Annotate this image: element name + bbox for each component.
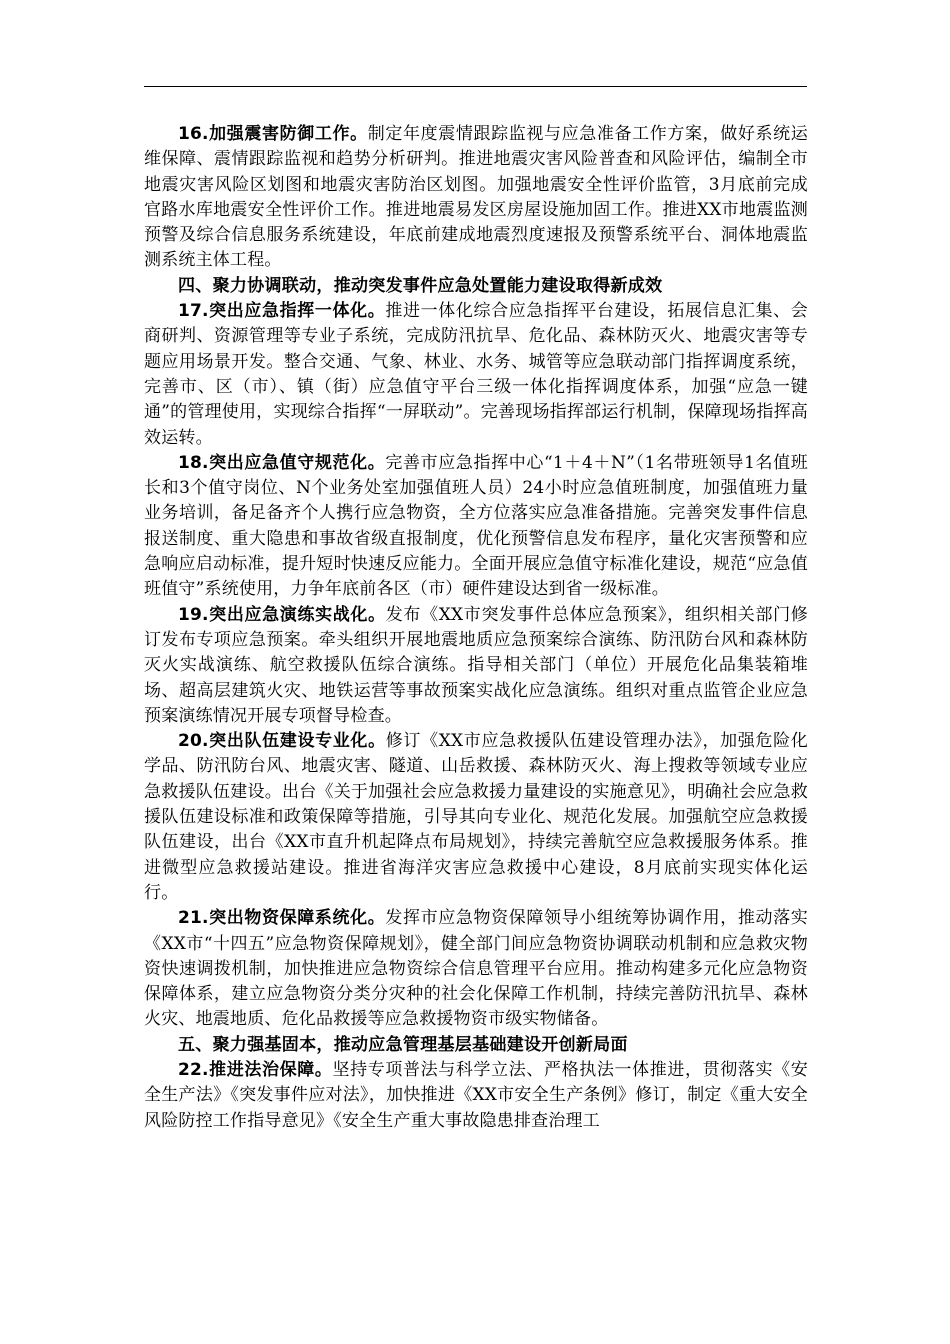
paragraph-lead: 19.突出应急演练实战化。: [178, 604, 386, 625]
document-body: [144, 122, 808, 1134]
paragraph-text: 制定年度震情跟踪监视与应急准备工作方案，做好系统运维保障、震情跟踪监视和趋势分析研判。推进地震灾害风险普查和风险评估，编制全市地震灾害风险区划图和地震灾害防治区划图。加强地震安全性评价监管，3月底前完成官路水库地震安全性评价工作。推进地震易发区房屋设施加固工作。推进XX市地震监测预警及综合信息服务系统建设，年底前建成地震烈度速报及预警系统平台、洞体地震监测系统主体工程。: [144, 124, 809, 271]
paragraph-lead: 21.突出物资保障系统化。: [178, 908, 386, 929]
paragraph-text: 坚持专项普法与科学立法、严格执法一体推进，贯彻落实《安全生产法》《突发事件应对法》，加快推进《XX市安全生产条例》修订，制定《重大安全风险防控工作指导意见》《安全生产重大事故隐患排查治理工: [144, 1059, 808, 1131]
section-heading-5: 五、聚力强基固本，推动应急管理基层基础建设开创新局面: [178, 1034, 628, 1055]
paragraph-17: [144, 299, 808, 451]
paragraph-16: [144, 122, 808, 274]
section-heading-4: 四、聚力协调联动，推动突发事件应急处置能力建设取得新成效: [178, 275, 663, 296]
paragraph-21: [144, 906, 808, 1032]
paragraph-22: [144, 1058, 808, 1134]
paragraph-19: [144, 603, 808, 729]
header-rule: [144, 86, 807, 87]
paragraph-text: 发挥市应急物资保障领导小组统筹协调作用，推动落实《XX市“十四五”应急物资保障规划》，健全部门间应急物资协调联动机制和应急救灾物资快速调拨机制，加快推进应急物资综合信息管理平台应用。推动构建多元化应急物资保障体系，建立应急物资分类分灾种的社会化保障工作机制，持续完善防汛抗旱、森林火灾、地震地质、危化品救援等应急救援物资市级实物储备。: [144, 908, 808, 1030]
paragraph-18: [144, 451, 808, 603]
paragraph-text: 发布《XX市突发事件总体应急预案》，组织相关部门修订发布专项应急预案。牵头组织开展地震地质应急预案综合演练、防汛防台风和森林防灭火实战演练、航空救援队伍综合演练。指导相关部门（单位）开展危化品集装箱堆场、超高层建筑火灾、地铁运营等事故预案实战化应急演练。组织对重点监管企业应急预案演练情况开展专项督导检查。: [144, 604, 808, 726]
paragraph-lead: 20.突出队伍建设专业化。: [178, 731, 386, 752]
paragraph-lead: 16.加强震害防御工作。: [178, 124, 368, 144]
paragraph-text: 推进一体化综合应急指挥平台建设，拓展信息汇集、会商研判、资源管理等专业子系统，完成防汛抗旱、危化品、森林防灭火、地震灾害等专题应用场景开发。整合交通、气象、林业、水务、城管等应急联动部门指挥调度系统，完善市、区（市）、镇（街）应急值守平台三级一体化指挥调度体系，加强“应急一键通”的管理使用，实现综合指挥“一屏联动”。完善现场指挥部运行机制，保障现场指挥高效运转。: [144, 301, 808, 448]
paragraph-lead: 17.突出应急指挥一体化。: [178, 301, 386, 322]
paragraph-lead: 18.突出应急值守规范化。: [178, 452, 386, 473]
paragraph-text: 完善市应急指挥中心“1＋4＋N”（1名带班领导1名值班长和3个值守岗位、N个业务处室加强值班人员）24小时应急值班制度，加强值班力量业务培训，备足备齐个人携行应急物资，全方位落实应急准备措施。完善突发事件信息报送制度、重大隐患和事故省级直报制度，优化预警信息发布程序，量化灾害预警和应急响应启动标准，提升短时快速反应能力。全面开展应急值守标准化建设，规范“应急值班值守”系统使用，力争年底前各区（市）硬件建设达到省一级标准。: [144, 452, 808, 600]
paragraph-text: 修订《XX市应急救援队伍建设管理办法》，加强危险化学品、防汛防台风、地震灾害、隧道、山岳救援、森林防灭火、海上搜救等领域专业应急救援队伍建设。出台《关于加强社会应急救援力量建设的实施意见》，明确社会应急救援队伍建设标准和政策保障等措施，引导其向专业化、规范化发展。加强航空应急救援队伍建设，出台《XX市直升机起降点布局规划》，持续完善航空应急救援服务体系。推进微型应急救援站建设。推进省海洋灾害应急救援中心建设，8月底前实现实体化运行。: [144, 731, 808, 903]
paragraph-lead: 22.推进法治保障。: [178, 1059, 333, 1080]
paragraph-20: [144, 729, 808, 906]
